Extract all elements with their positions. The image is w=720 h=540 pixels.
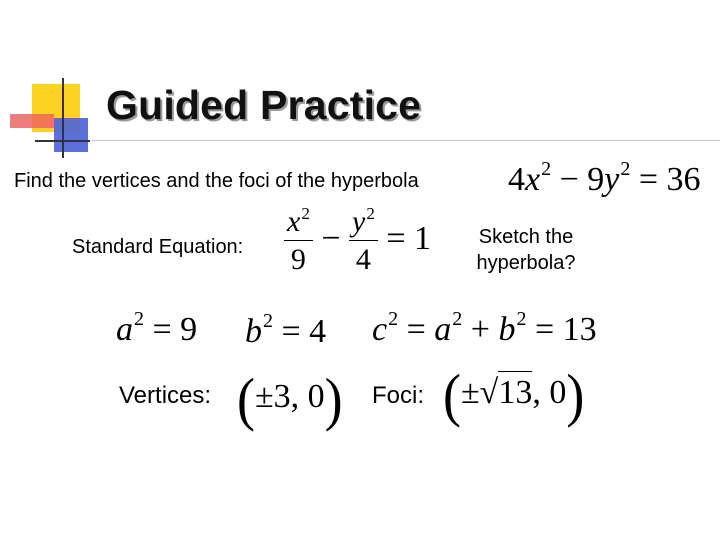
page-title: Guided Practice xyxy=(106,82,422,128)
sketch-note xyxy=(466,224,586,276)
logo-red-bar xyxy=(10,114,54,128)
c-squared-equation: $c^2 = a^2 + b^2 = 13$ xyxy=(372,308,597,348)
corner-logo-decoration xyxy=(10,82,90,162)
logo-horizontal-line xyxy=(35,140,90,142)
foci-label: Foci: xyxy=(372,382,425,409)
standard-equation-label: Standard Equation: xyxy=(72,236,244,258)
problem-prompt: Find the vertices and the foci of the hyperbola xyxy=(14,170,419,192)
title-rule xyxy=(92,140,720,141)
logo-vertical-line xyxy=(62,78,64,158)
logo-blue-square xyxy=(54,118,88,152)
b-squared-equation: $b^2 = 4$ xyxy=(245,310,327,350)
foci-value: (±√13, 0) xyxy=(443,362,585,428)
sketch-note-line1: Sketch the xyxy=(478,226,574,248)
sketch-note-line2: hyperbola? xyxy=(476,252,576,274)
a-squared-equation: $a^2 = 9$ xyxy=(116,308,198,348)
hyperbola-equation: $4x^2 - 9y^2 = 36$ xyxy=(508,158,701,198)
vertices-value: (±3, 0) xyxy=(237,366,343,432)
vertices-label: Vertices: xyxy=(119,382,212,409)
standard-equation: $\frac{x^2}{9}$ − $\frac{y^2}{4}$ = 1 xyxy=(284,207,431,275)
